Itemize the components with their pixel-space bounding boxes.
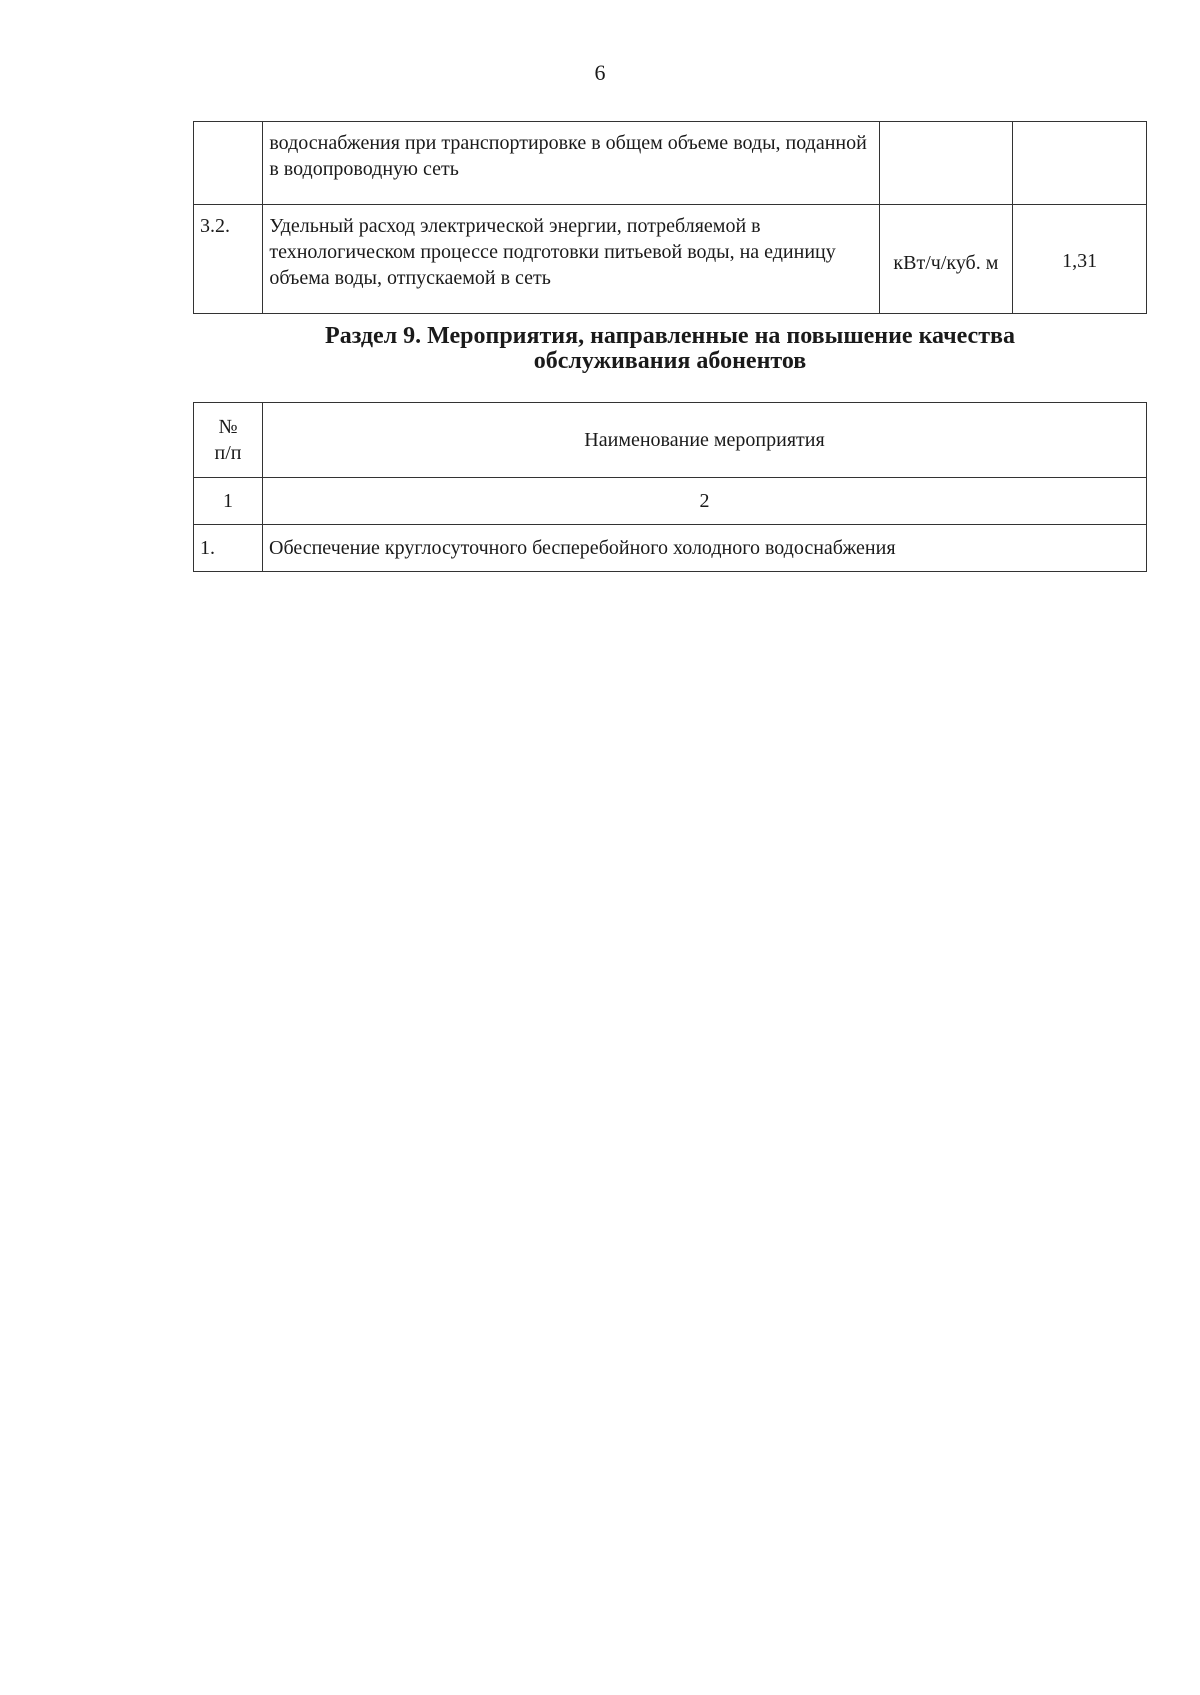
header-name-cell: Наименование мероприятия <box>263 403 1147 478</box>
events-table <box>193 402 1147 572</box>
event-name-cell: Обеспечение круглосуточного бесперебойного холодного водоснабжения <box>263 525 1147 572</box>
table-header-row <box>194 403 1147 478</box>
row-number-cell <box>194 122 263 205</box>
indicator-name-cell: водоснабжения при транспортировке в общем объеме воды, поданной в водопроводную сеть <box>263 122 879 205</box>
column-index-row <box>194 478 1147 525</box>
header-number-cell <box>194 403 263 478</box>
value-cell <box>1013 122 1147 205</box>
table-row <box>194 525 1147 572</box>
unit-cell <box>879 122 1013 205</box>
value-cell: 1,31 <box>1013 205 1147 314</box>
header-number-label: п/п <box>214 442 242 464</box>
section-heading <box>193 324 1147 374</box>
indicator-name-cell: Удельный расход электрической энергии, потребляемой в технологическом процессе подготовки питьевой воды, на единицу объема воды, отпускаемой в сеть <box>263 205 879 314</box>
section-heading-line-2: обслуживания абонентов <box>533 348 807 374</box>
indicators-table-continuation <box>193 121 1147 314</box>
unit-cell: кВт/ч/куб. м <box>879 205 1013 314</box>
row-number-cell: 1. <box>194 525 263 572</box>
table-row <box>194 205 1147 314</box>
page-number: 6 <box>594 60 606 85</box>
column-index-1: 1 <box>194 478 263 525</box>
section-heading-line-1: Раздел 9. Мероприятия, направленные на повышение качества <box>325 323 1015 349</box>
row-number-cell: 3.2. <box>194 205 263 314</box>
header-number-symbol: № <box>218 416 238 438</box>
table-row <box>194 122 1147 205</box>
column-index-2: 2 <box>263 478 1147 525</box>
